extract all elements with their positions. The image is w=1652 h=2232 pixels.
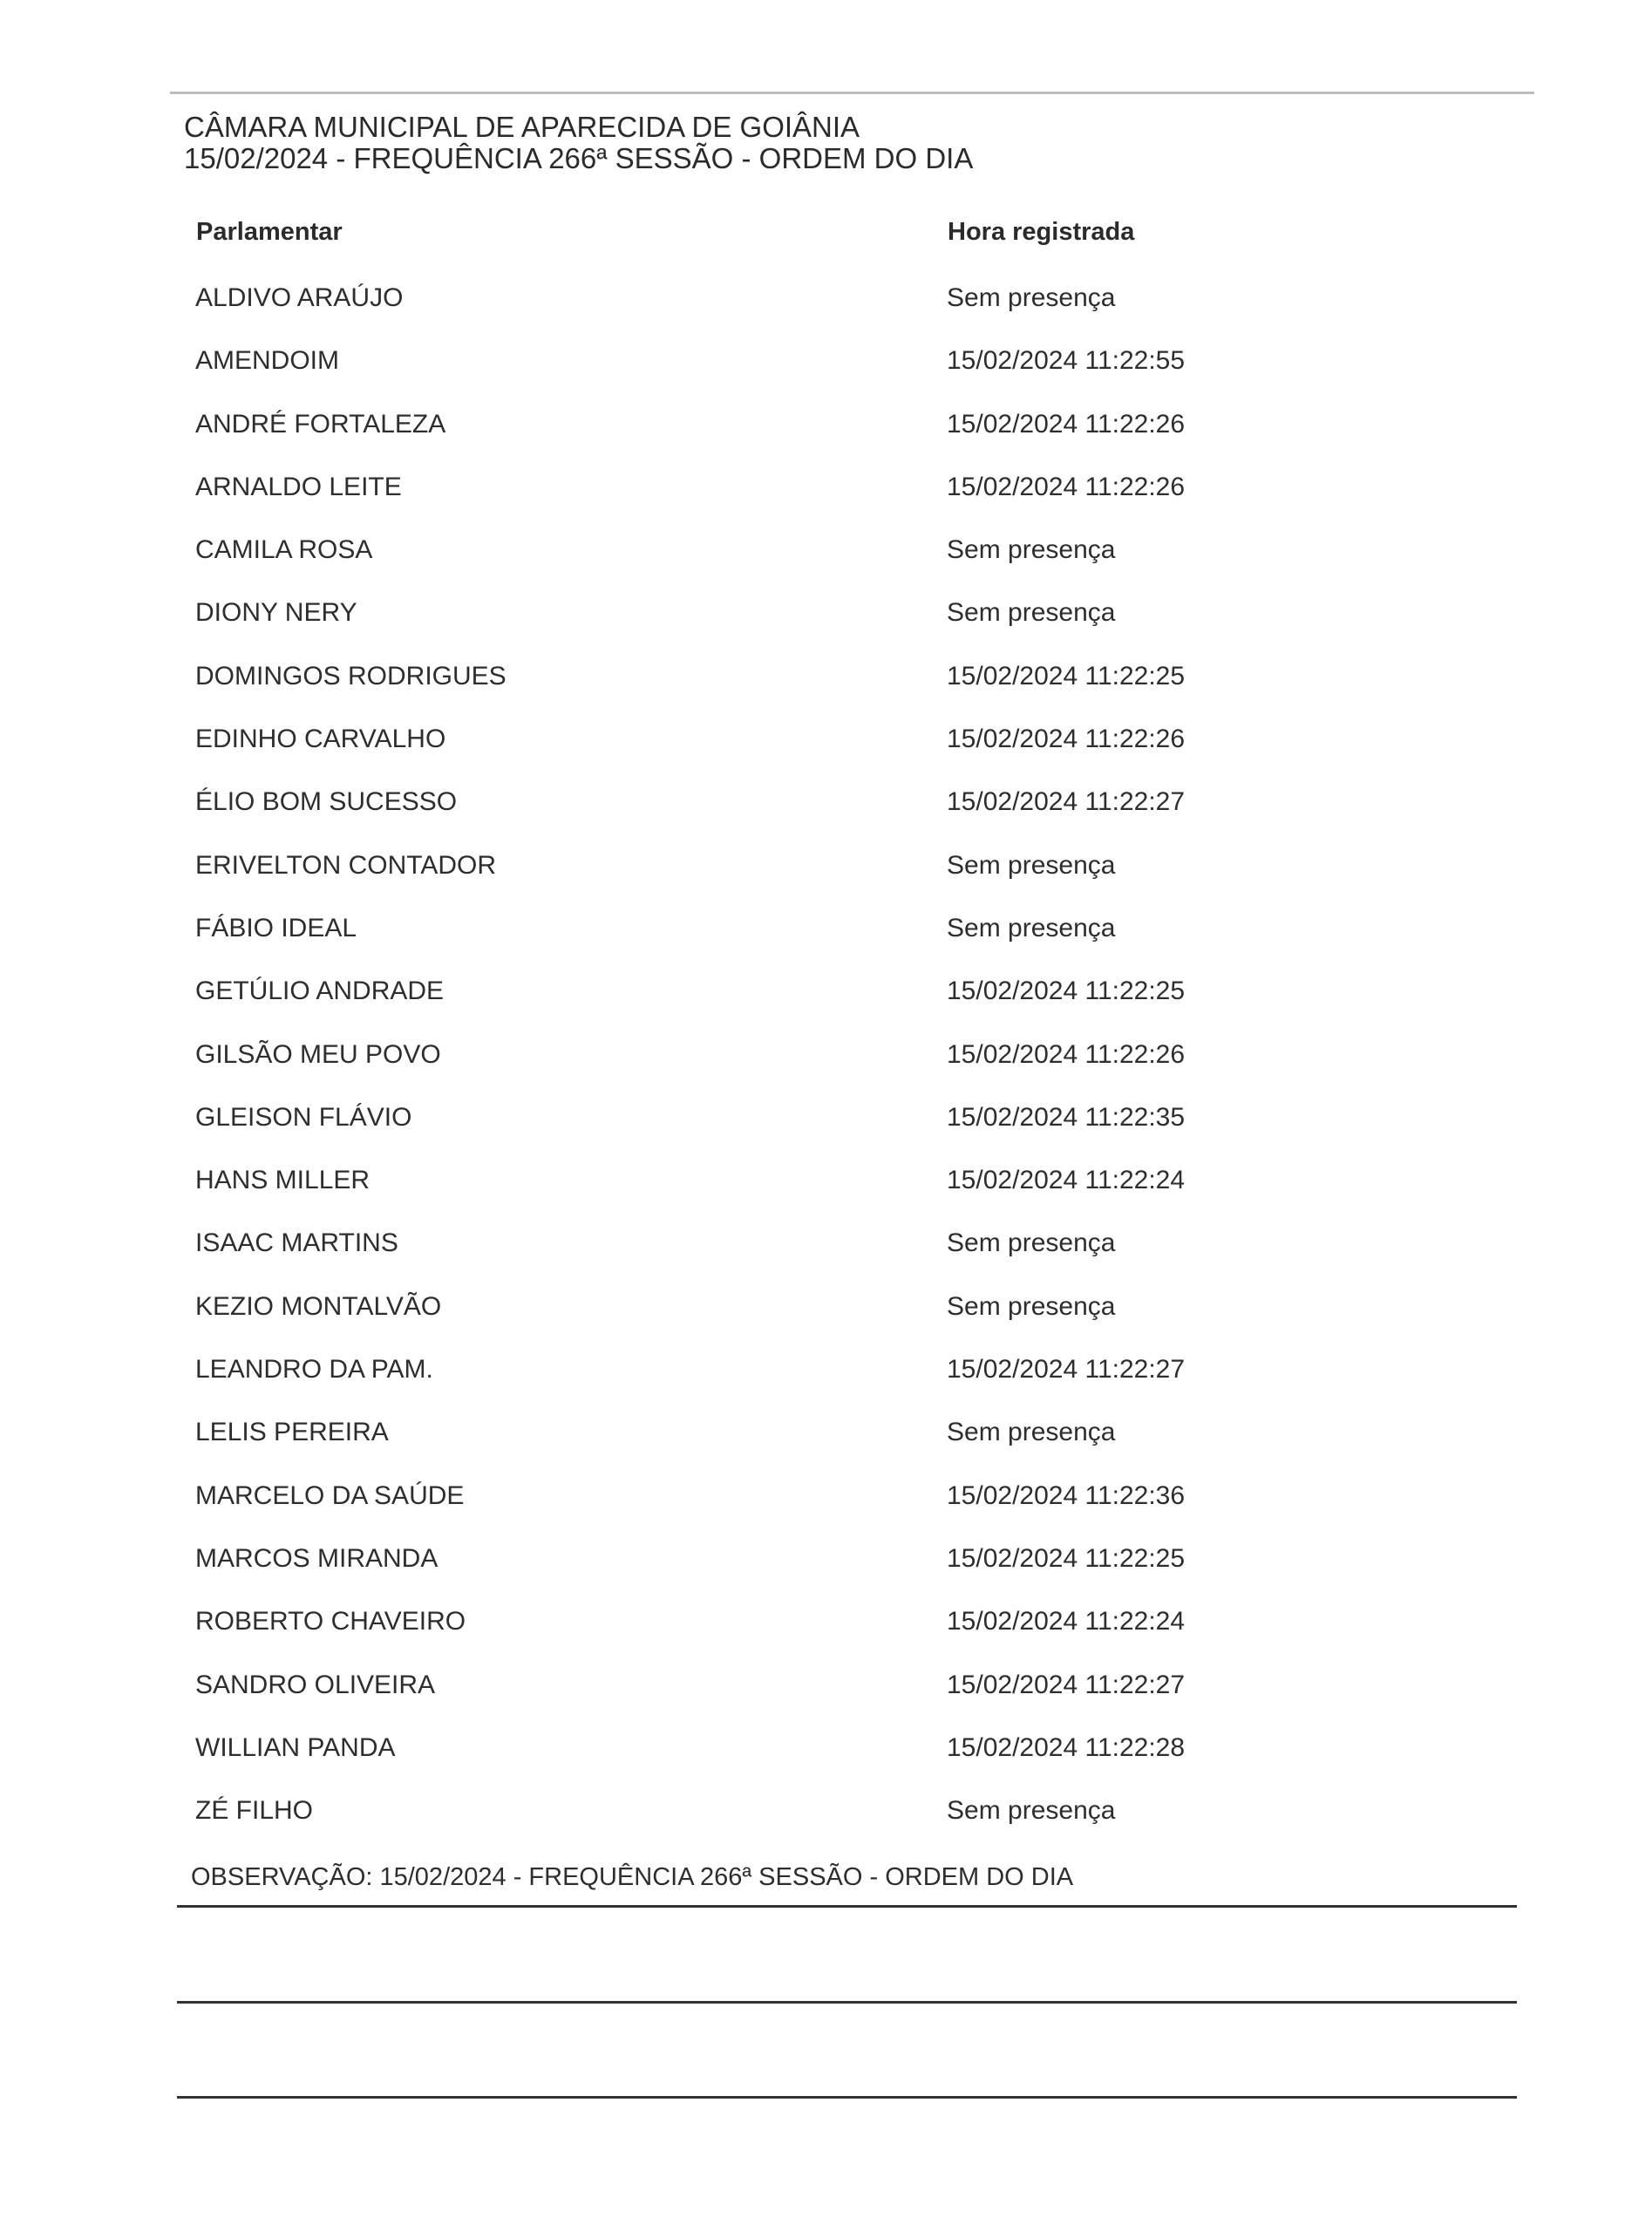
attendance-table xyxy=(0,283,1652,1859)
top-divider xyxy=(170,92,1534,94)
table-row xyxy=(0,1481,1652,1544)
hora-registrada: 15/02/2024 11:22:24 xyxy=(947,1166,1186,1195)
hora-registrada: 15/02/2024 11:22:26 xyxy=(947,725,1186,754)
observation-line-1 xyxy=(177,1905,1517,1908)
table-row xyxy=(0,1103,1652,1166)
table-row xyxy=(0,725,1652,787)
parlamentar-name: ANDRÉ FORTALEZA xyxy=(195,409,446,439)
hora-registrada: 15/02/2024 11:22:28 xyxy=(947,1732,1186,1762)
parlamentar-name: GILSÃO MEU POVO xyxy=(195,1039,441,1069)
table-row xyxy=(0,1166,1652,1228)
table-row xyxy=(0,1796,1652,1859)
hora-registrada: 15/02/2024 11:22:27 xyxy=(947,1355,1186,1385)
observation-line-2 xyxy=(177,2001,1517,2004)
table-row xyxy=(0,1418,1652,1480)
parlamentar-name: ROBERTO CHAVEIRO xyxy=(195,1607,466,1637)
column-header-hora-registrada: Hora registrada xyxy=(948,218,1135,246)
hora-registrada: Sem presença xyxy=(947,913,1116,942)
parlamentar-name: KEZIO MONTALVÃO xyxy=(195,1291,442,1321)
hora-registrada: 15/02/2024 11:22:26 xyxy=(947,472,1186,501)
parlamentar-name: DIONY NERY xyxy=(195,598,357,628)
hora-registrada: Sem presença xyxy=(947,598,1116,628)
hora-registrada: 15/02/2024 11:22:27 xyxy=(947,787,1186,817)
observation-line-3 xyxy=(177,2096,1517,2099)
hora-registrada: Sem presença xyxy=(947,1796,1116,1826)
table-row xyxy=(0,662,1652,725)
parlamentar-name: ERIVELTON CONTADOR xyxy=(195,850,497,880)
parlamentar-name: GETÚLIO ANDRADE xyxy=(195,976,445,1006)
parlamentar-name: MARCOS MIRANDA xyxy=(195,1543,438,1573)
column-header-parlamentar: Parlamentar xyxy=(196,218,343,246)
parlamentar-name: ARNALDO LEITE xyxy=(195,472,402,501)
table-row xyxy=(0,976,1652,1039)
session-title: 15/02/2024 - FREQUÊNCIA 266ª SESSÃO - ORDEM DO DIA xyxy=(184,142,974,174)
hora-registrada: 15/02/2024 11:22:25 xyxy=(947,976,1186,1006)
table-row xyxy=(0,1733,1652,1796)
table-row xyxy=(0,535,1652,598)
hora-registrada: Sem presença xyxy=(947,1228,1116,1258)
table-row xyxy=(0,851,1652,914)
table-row xyxy=(0,473,1652,535)
parlamentar-name: WILLIAN PANDA xyxy=(195,1732,396,1762)
parlamentar-name: CAMILA ROSA xyxy=(195,535,373,565)
parlamentar-name: DOMINGOS RODRIGUES xyxy=(195,661,506,691)
hora-registrada: 15/02/2024 11:22:25 xyxy=(947,1543,1186,1573)
hora-registrada: Sem presença xyxy=(947,1291,1116,1321)
hora-registrada: 15/02/2024 11:22:35 xyxy=(947,1102,1186,1132)
table-row xyxy=(0,1292,1652,1355)
table-row xyxy=(0,914,1652,976)
hora-registrada: Sem presença xyxy=(947,850,1116,880)
parlamentar-name: MARCELO DA SAÚDE xyxy=(195,1480,465,1510)
hora-registrada: 15/02/2024 11:22:55 xyxy=(947,346,1186,376)
table-row xyxy=(0,410,1652,473)
parlamentar-name: ALDIVO ARAÚJO xyxy=(195,283,404,312)
parlamentar-name: FÁBIO IDEAL xyxy=(195,913,357,942)
parlamentar-name: ISAAC MARTINS xyxy=(195,1228,398,1258)
parlamentar-name: LELIS PEREIRA xyxy=(195,1418,389,1447)
institution-title: CÂMARA MUNICIPAL DE APARECIDA DE GOIÂNIA xyxy=(184,111,860,143)
parlamentar-name: GLEISON FLÁVIO xyxy=(195,1102,412,1132)
parlamentar-name: ZÉ FILHO xyxy=(195,1796,314,1826)
parlamentar-name: EDINHO CARVALHO xyxy=(195,725,446,754)
table-row xyxy=(0,1544,1652,1607)
hora-registrada: 15/02/2024 11:22:26 xyxy=(947,409,1186,439)
table-row xyxy=(0,1671,1652,1733)
hora-registrada: 15/02/2024 11:22:24 xyxy=(947,1607,1186,1637)
hora-registrada: Sem presença xyxy=(947,535,1116,565)
hora-registrada: 15/02/2024 11:22:36 xyxy=(947,1480,1186,1510)
table-row xyxy=(0,1355,1652,1418)
table-row xyxy=(0,346,1652,409)
hora-registrada: 15/02/2024 11:22:25 xyxy=(947,661,1186,691)
parlamentar-name: HANS MILLER xyxy=(195,1166,371,1195)
table-row xyxy=(0,283,1652,346)
observation-text: OBSERVAÇÃO: 15/02/2024 - FREQUÊNCIA 266ª SESSÃO - ORDEM DO DIA xyxy=(191,1863,1074,1891)
hora-registrada: 15/02/2024 11:22:26 xyxy=(947,1039,1186,1069)
table-row xyxy=(0,1040,1652,1103)
document-header xyxy=(184,112,973,174)
table-row xyxy=(0,598,1652,661)
hora-registrada: 15/02/2024 11:22:27 xyxy=(947,1670,1186,1699)
hora-registrada: Sem presença xyxy=(947,1418,1116,1447)
table-row xyxy=(0,787,1652,850)
table-row xyxy=(0,1228,1652,1291)
parlamentar-name: AMENDOIM xyxy=(195,346,339,376)
parlamentar-name: ÉLIO BOM SUCESSO xyxy=(195,787,458,817)
parlamentar-name: LEANDRO DA PAM. xyxy=(195,1355,433,1385)
table-row xyxy=(0,1607,1652,1670)
parlamentar-name: SANDRO OLIVEIRA xyxy=(195,1670,436,1699)
hora-registrada: Sem presença xyxy=(947,283,1116,312)
